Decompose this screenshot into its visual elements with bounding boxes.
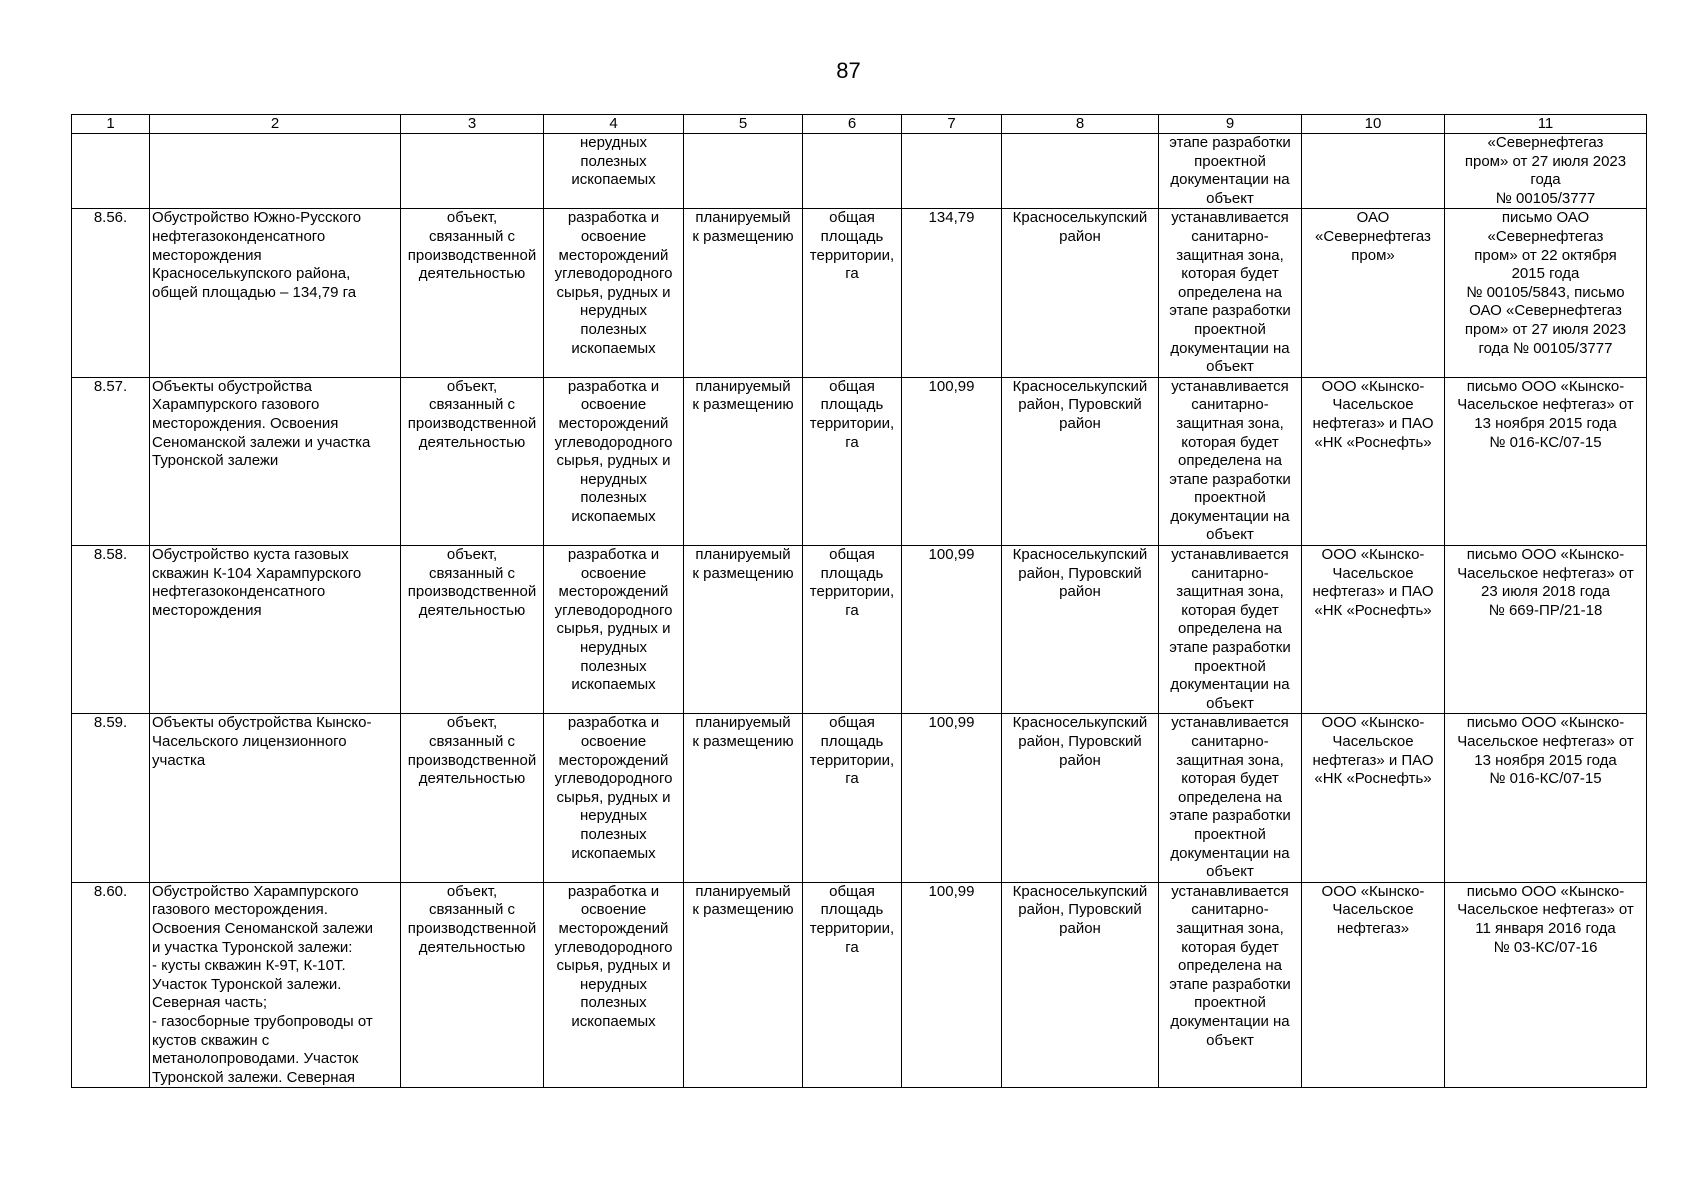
characteristic-cell: общая площадь территории, га (803, 209, 902, 377)
object-name-cell: Обустройство Харампурского газового месторождения. Освоения Сеноманской залежи и участка Туронской залежи: - кусты скважин К-9Т, К-10Т. Участок Туронской залежи. Северная часть; - газосборные трубопроводы от кустов скважин с метанолопроводами. Участок Туронской залежи. Северная (150, 882, 401, 1088)
characteristic-cell: общая площадь территории, га (803, 377, 902, 545)
object-name-cell (150, 134, 401, 209)
status-cell: планируемый к размещению (684, 546, 803, 714)
location-cell: Красноселькупский район, Пуровский район (1002, 714, 1159, 882)
status-cell: планируемый к размещению (684, 209, 803, 377)
table-row (72, 714, 1647, 882)
area-value-cell: 100,99 (902, 882, 1002, 1088)
row-number-cell: 8.58. (72, 546, 150, 714)
purpose-cell: разработка и освоение месторождений углеводородного сырья, рудных и нерудных полезных ископаемых (544, 714, 684, 882)
object-name-cell: Объекты обустройства Харампурского газового месторождения. Освоения Сеноманской залежи и участка Туронской залежи (150, 377, 401, 545)
object-type-cell: объект, связанный с производственной деятельностью (401, 714, 544, 882)
organization-cell: ООО «Кынско- Часельское нефтегаз» и ПАО «НК «Роснефть» (1302, 546, 1445, 714)
purpose-cell: нерудных полезных ископаемых (544, 134, 684, 209)
objects-table (71, 114, 1647, 1088)
area-value-cell (902, 134, 1002, 209)
column-number: 5 (684, 115, 803, 134)
status-cell: планируемый к размещению (684, 714, 803, 882)
basis-document-cell: письмо ООО «Кынско- Часельское нефтегаз» от 13 ноября 2015 года № 016-КС/07-15 (1445, 714, 1647, 882)
object-type-cell: объект, связанный с производственной деятельностью (401, 209, 544, 377)
row-number-cell: 8.59. (72, 714, 150, 882)
purpose-cell: разработка и освоение месторождений углеводородного сырья, рудных и нерудных полезных ископаемых (544, 882, 684, 1088)
column-number: 11 (1445, 115, 1647, 134)
column-number: 1 (72, 115, 150, 134)
zone-cell: устанавливается санитарно- защитная зона, которая будет определена на этапе разработки проектной документации на объект (1159, 546, 1302, 714)
characteristic-cell (803, 134, 902, 209)
status-cell: планируемый к размещению (684, 377, 803, 545)
column-number: 4 (544, 115, 684, 134)
organization-cell: ОАО «Севернефтегаз пром» (1302, 209, 1445, 377)
row-number-cell: 8.57. (72, 377, 150, 545)
object-type-cell: объект, связанный с производственной деятельностью (401, 882, 544, 1088)
zone-cell: устанавливается санитарно- защитная зона, которая будет определена на этапе разработки проектной документации на объект (1159, 377, 1302, 545)
page-number: 87 (836, 58, 861, 83)
basis-document-cell: письмо ООО «Кынско- Часельское нефтегаз» от 23 июля 2018 года № 669-ПР/21-18 (1445, 546, 1647, 714)
organization-cell: ООО «Кынско- Часельское нефтегаз» и ПАО «НК «Роснефть» (1302, 714, 1445, 882)
characteristic-cell: общая площадь территории, га (803, 546, 902, 714)
area-value-cell: 100,99 (902, 546, 1002, 714)
row-number-cell (72, 134, 150, 209)
row-number-cell: 8.56. (72, 209, 150, 377)
organization-cell: ООО «Кынско- Часельское нефтегаз» (1302, 882, 1445, 1088)
characteristic-cell: общая площадь территории, га (803, 714, 902, 882)
column-number: 10 (1302, 115, 1445, 134)
basis-document-cell: письмо ОАО «Севернефтегаз пром» от 22 октября 2015 года № 00105/5843, письмо ОАО «Севернефтегаз пром» от 27 июля 2023 года № 00105/3777 (1445, 209, 1647, 377)
location-cell: Красноселькупский район (1002, 209, 1159, 377)
location-cell: Красноселькупский район, Пуровский район (1002, 546, 1159, 714)
zone-cell: устанавливается санитарно- защитная зона, которая будет определена на этапе разработки проектной документации на объект (1159, 714, 1302, 882)
column-number: 2 (150, 115, 401, 134)
column-number: 3 (401, 115, 544, 134)
object-name-cell: Обустройство куста газовых скважин К-104 Харампурского нефтегазоконденсатного месторождения (150, 546, 401, 714)
table-row (72, 134, 1647, 209)
zone-cell: устанавливается санитарно- защитная зона, которая будет определена на этапе разработки проектной документации на объект (1159, 209, 1302, 377)
location-cell: Красноселькупский район, Пуровский район (1002, 377, 1159, 545)
object-type-cell: объект, связанный с производственной деятельностью (401, 546, 544, 714)
status-cell (684, 134, 803, 209)
column-number-row (72, 115, 1647, 134)
basis-document-cell: письмо ООО «Кынско- Часельское нефтегаз» от 11 января 2016 года № 03-КС/07-16 (1445, 882, 1647, 1088)
area-value-cell: 134,79 (902, 209, 1002, 377)
table-row (72, 882, 1647, 1088)
column-number: 8 (1002, 115, 1159, 134)
basis-document-cell: письмо ООО «Кынско- Часельское нефтегаз» от 13 ноября 2015 года № 016-КС/07-15 (1445, 377, 1647, 545)
area-value-cell: 100,99 (902, 377, 1002, 545)
row-number-cell: 8.60. (72, 882, 150, 1088)
location-cell (1002, 134, 1159, 209)
status-cell: планируемый к размещению (684, 882, 803, 1088)
object-name-cell: Объекты обустройства Кынско- Часельского лицензионного участка (150, 714, 401, 882)
zone-cell: этапе разработки проектной документации на объект (1159, 134, 1302, 209)
characteristic-cell: общая площадь территории, га (803, 882, 902, 1088)
column-number: 7 (902, 115, 1002, 134)
purpose-cell: разработка и освоение месторождений углеводородного сырья, рудных и нерудных полезных ископаемых (544, 377, 684, 545)
area-value-cell: 100,99 (902, 714, 1002, 882)
purpose-cell: разработка и освоение месторождений углеводородного сырья, рудных и нерудных полезных ископаемых (544, 209, 684, 377)
column-number: 9 (1159, 115, 1302, 134)
location-cell: Красноселькупский район, Пуровский район (1002, 882, 1159, 1088)
object-name-cell: Обустройство Южно-Русского нефтегазоконденсатного месторождения Красноселькупского района, общей площадью – 134,79 га (150, 209, 401, 377)
object-type-cell: объект, связанный с производственной деятельностью (401, 377, 544, 545)
basis-document-cell: «Севернефтегаз пром» от 27 июля 2023 года № 00105/3777 (1445, 134, 1647, 209)
object-type-cell (401, 134, 544, 209)
table-row (72, 546, 1647, 714)
zone-cell: устанавливается санитарно- защитная зона, которая будет определена на этапе разработки проектной документации на объект (1159, 882, 1302, 1088)
table-row (72, 209, 1647, 377)
organization-cell: ООО «Кынско- Часельское нефтегаз» и ПАО «НК «Роснефть» (1302, 377, 1445, 545)
organization-cell (1302, 134, 1445, 209)
table-row (72, 377, 1647, 545)
column-number: 6 (803, 115, 902, 134)
purpose-cell: разработка и освоение месторождений углеводородного сырья, рудных и нерудных полезных ископаемых (544, 546, 684, 714)
